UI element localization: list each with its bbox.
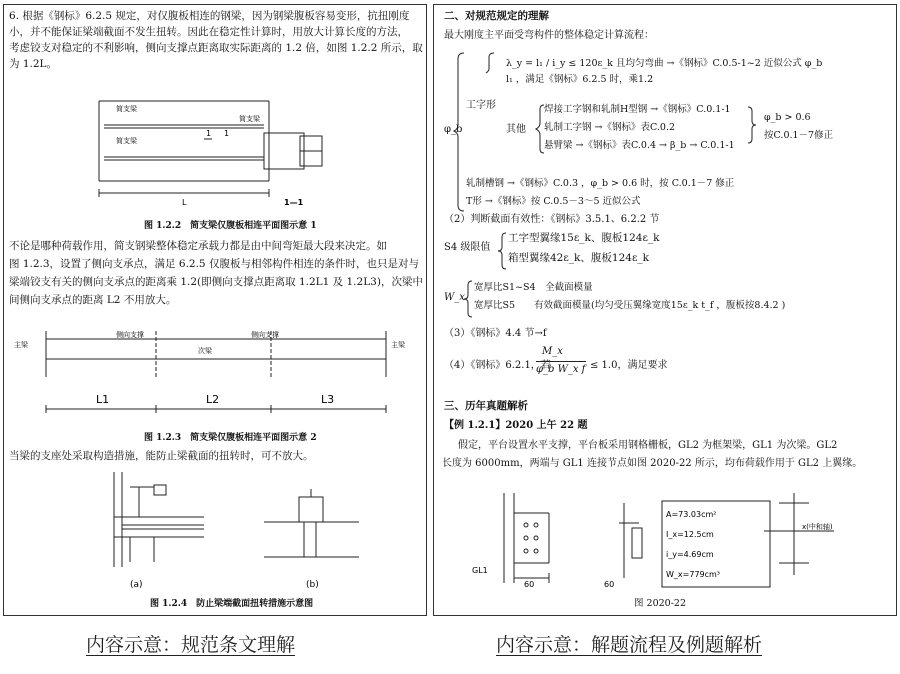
fig2-main-beam-right: 主梁 — [391, 341, 405, 349]
flow-line-6: 轧制槽钢 →《钢标》C.0.3 ，φ_b > 0.6 时，按 C.0.1－7 修正 — [466, 178, 735, 189]
para2-line3: 梁端铰支有关的侧向支承点的距离乘 1.2(即侧向支撑点距离取 1.2L1 及 1.2L3)，次梁中 — [9, 276, 423, 288]
phi-b-symbol: φ_b — [444, 124, 463, 135]
fig3-label-b: (b) — [306, 580, 319, 590]
example-title: 【例 1.2.1】2020 上午 22 题 — [444, 420, 588, 431]
fig2-support-2: 侧向支撑 — [251, 331, 279, 339]
label-qita: 其他 — [506, 124, 526, 135]
brace-wx — [460, 279, 474, 319]
item-4-numerator: M_x — [542, 346, 563, 357]
fig2-main-beam-left: 主梁 — [14, 341, 28, 349]
figure-1-2-2 — [94, 81, 334, 217]
item-4-suffix: ≤ 1.0，满足要求 — [590, 360, 668, 371]
item-4-denominator: φ_b W_x f — [536, 364, 586, 375]
para2-line1: 不论是哪种荷载作用，简支钢梁整体稳定承载力都是由中间弯矩最大段来决定。如 — [9, 240, 387, 252]
s4-line-2: 箱型翼缘42ε_k、腹板124ε_k — [508, 252, 650, 264]
fig1-section-mark: 1 — [206, 129, 212, 138]
fig1-section-mark-2: 1 — [224, 129, 230, 138]
prop-iy: i_y=4.69cm — [666, 550, 714, 559]
flow-line-7: T形 →《钢标》按 C.0.5－3～5 近似公式 — [466, 196, 641, 207]
left-content-caption: 内容示意：规范条文理解 — [86, 634, 296, 656]
label-gl1: GL1 — [472, 566, 488, 575]
example-line-2: 长度为 6000mm，两端与 GL1 连接节点如图 2020-22 所示，均布荷载作用于 GL2 上翼缘。 — [442, 458, 863, 469]
fig2-support-1: 侧向支撑 — [116, 331, 144, 339]
section-heading-3: 三、历年真题解析 — [444, 400, 528, 412]
fig2-secondary-beam: 次梁 — [198, 347, 212, 355]
fig2-L1: L1 — [96, 393, 110, 406]
cond-2: 按C.0.1－7修正 — [764, 130, 834, 141]
figure-1-2-3 — [6, 327, 424, 427]
right-document-page — [433, 4, 897, 616]
para2-line4: 间侧向支承点的距离 L2 不用放大。 — [9, 294, 177, 306]
fig1-beam-label: 简支梁 — [116, 105, 137, 113]
caption-fig-2020-22: 图 2020-22 — [634, 598, 686, 609]
brace-cond — [744, 105, 764, 145]
fig1-section-label: 1—1 — [284, 198, 304, 207]
label-gongzi: 工字形 — [466, 100, 496, 111]
example-line-1: 假定，平台设置水平支撑，平台板采用钢格栅板，GL2 为框架梁，GL1 为次梁。GL2 — [458, 440, 838, 451]
wx-line-2: 宽厚比S5 有效截面模量(均匀受压翼缘宽度15ε_k t_f ，腹板按8.4.2 ) — [474, 300, 786, 311]
s4-line-1: 工字型翼缘15ε_k、腹板124ε_k — [508, 232, 660, 244]
fig1-beam-label-2: 简支梁 — [116, 137, 137, 145]
para3: 当梁的支座处采取构造措施，能防止梁截面的扭转时，可不放大。 — [9, 450, 314, 462]
fig1-beam-label-right: 简支梁 — [239, 115, 260, 123]
para1-line2: 小，并不能保证梁端截面不发生扭转。因此在稳定性计算时，用放大计算长度的方法， — [9, 26, 408, 38]
caption-fig-1-2-4: 图 1.2.4 防止梁端截面扭转措施示意图 — [150, 599, 314, 609]
caption-fig-1-2-2: 图 1.2.2 简支梁仅腹板相连平面图示意 1 — [144, 221, 317, 231]
dim-60-left: 60 — [524, 580, 535, 589]
prop-ix: I_x=12.5cm — [666, 530, 714, 539]
fig1-length-label: L — [182, 198, 187, 207]
right-content-caption: 内容示意：解题流程及例题解析 — [496, 634, 763, 656]
dim-60-right: 60 — [604, 580, 615, 589]
figure-1-2-4 — [94, 467, 364, 595]
s4-label: S4 级限值 — [444, 242, 491, 253]
para1-line3: 考虑铰支对稳定的不利影响，侧向支撑点距离取实际距离的 1.2 倍，如图 1.2.2 所示，取 — [9, 42, 423, 54]
flow-line-2: l₁ ，满足《钢标》6.2.5 时，乘1.2 — [506, 74, 654, 85]
flow-intro: 最大刚度主平面受弯构件的整体稳定计算流程： — [444, 30, 654, 41]
left-document-page — [3, 4, 427, 616]
item-2: （2）判断截面有效性：《钢标》3.5.1、6.2.2 节 — [444, 214, 660, 225]
figure-2020-22 — [464, 483, 864, 593]
para1-line1: 6. 根据《钢标》6.2.5 规定，对仅腹板相连的钢梁，因为钢梁腹板容易变形，抗扭刚度 — [9, 10, 410, 22]
prop-area: A=73.03cm² — [666, 510, 717, 519]
flow-line-3: 焊接工字钢和轧制H型钢 →《钢标》C.0.1-1 — [544, 104, 731, 115]
fig3-label-a: (a) — [130, 580, 143, 590]
fig2-L2: L2 — [206, 393, 220, 406]
flow-line-5: 悬臂梁 →《钢标》表C.0.4 → β_b → C.0.1-1 — [544, 140, 735, 151]
item-3: （3）《钢标》4.4 节→f — [444, 328, 547, 339]
section-heading-2: 二、对规范规定的理解 — [444, 10, 549, 22]
item-4-prefix: （4）《钢标》6.2.1，若 — [444, 360, 551, 371]
prop-wx: W_x=779cm³ — [666, 570, 721, 579]
para1-line4: 为 1.2L。 — [9, 58, 58, 70]
caption-fig-1-2-3: 图 1.2.3 简支梁仅腹板相连平面图示意 2 — [144, 433, 317, 443]
wx-line-1: 宽厚比S1~S4 全截面模量 — [474, 282, 593, 293]
wx-symbol: W_x — [444, 292, 465, 303]
para2-line2: 图 1.2.3，设置了侧向支承点，满足 6.2.5 仅腹板与相邻构件相连的条件时，也只是对与 — [9, 258, 419, 270]
cond-1: φ_b > 0.6 — [764, 112, 811, 123]
fig2-L3: L3 — [321, 393, 335, 406]
flow-line-1: λ_y = l₁ / i_y ≤ 120ε_k 且均匀弯曲 →《钢标》C.0.5-1~2 近似公式 φ_b — [506, 58, 823, 69]
flow-line-4: 轧制工字钢 →《钢标》表C.0.2 — [544, 122, 676, 133]
neutral-axis-label: x(中和轴) — [802, 523, 833, 531]
fraction-bar — [536, 361, 586, 362]
